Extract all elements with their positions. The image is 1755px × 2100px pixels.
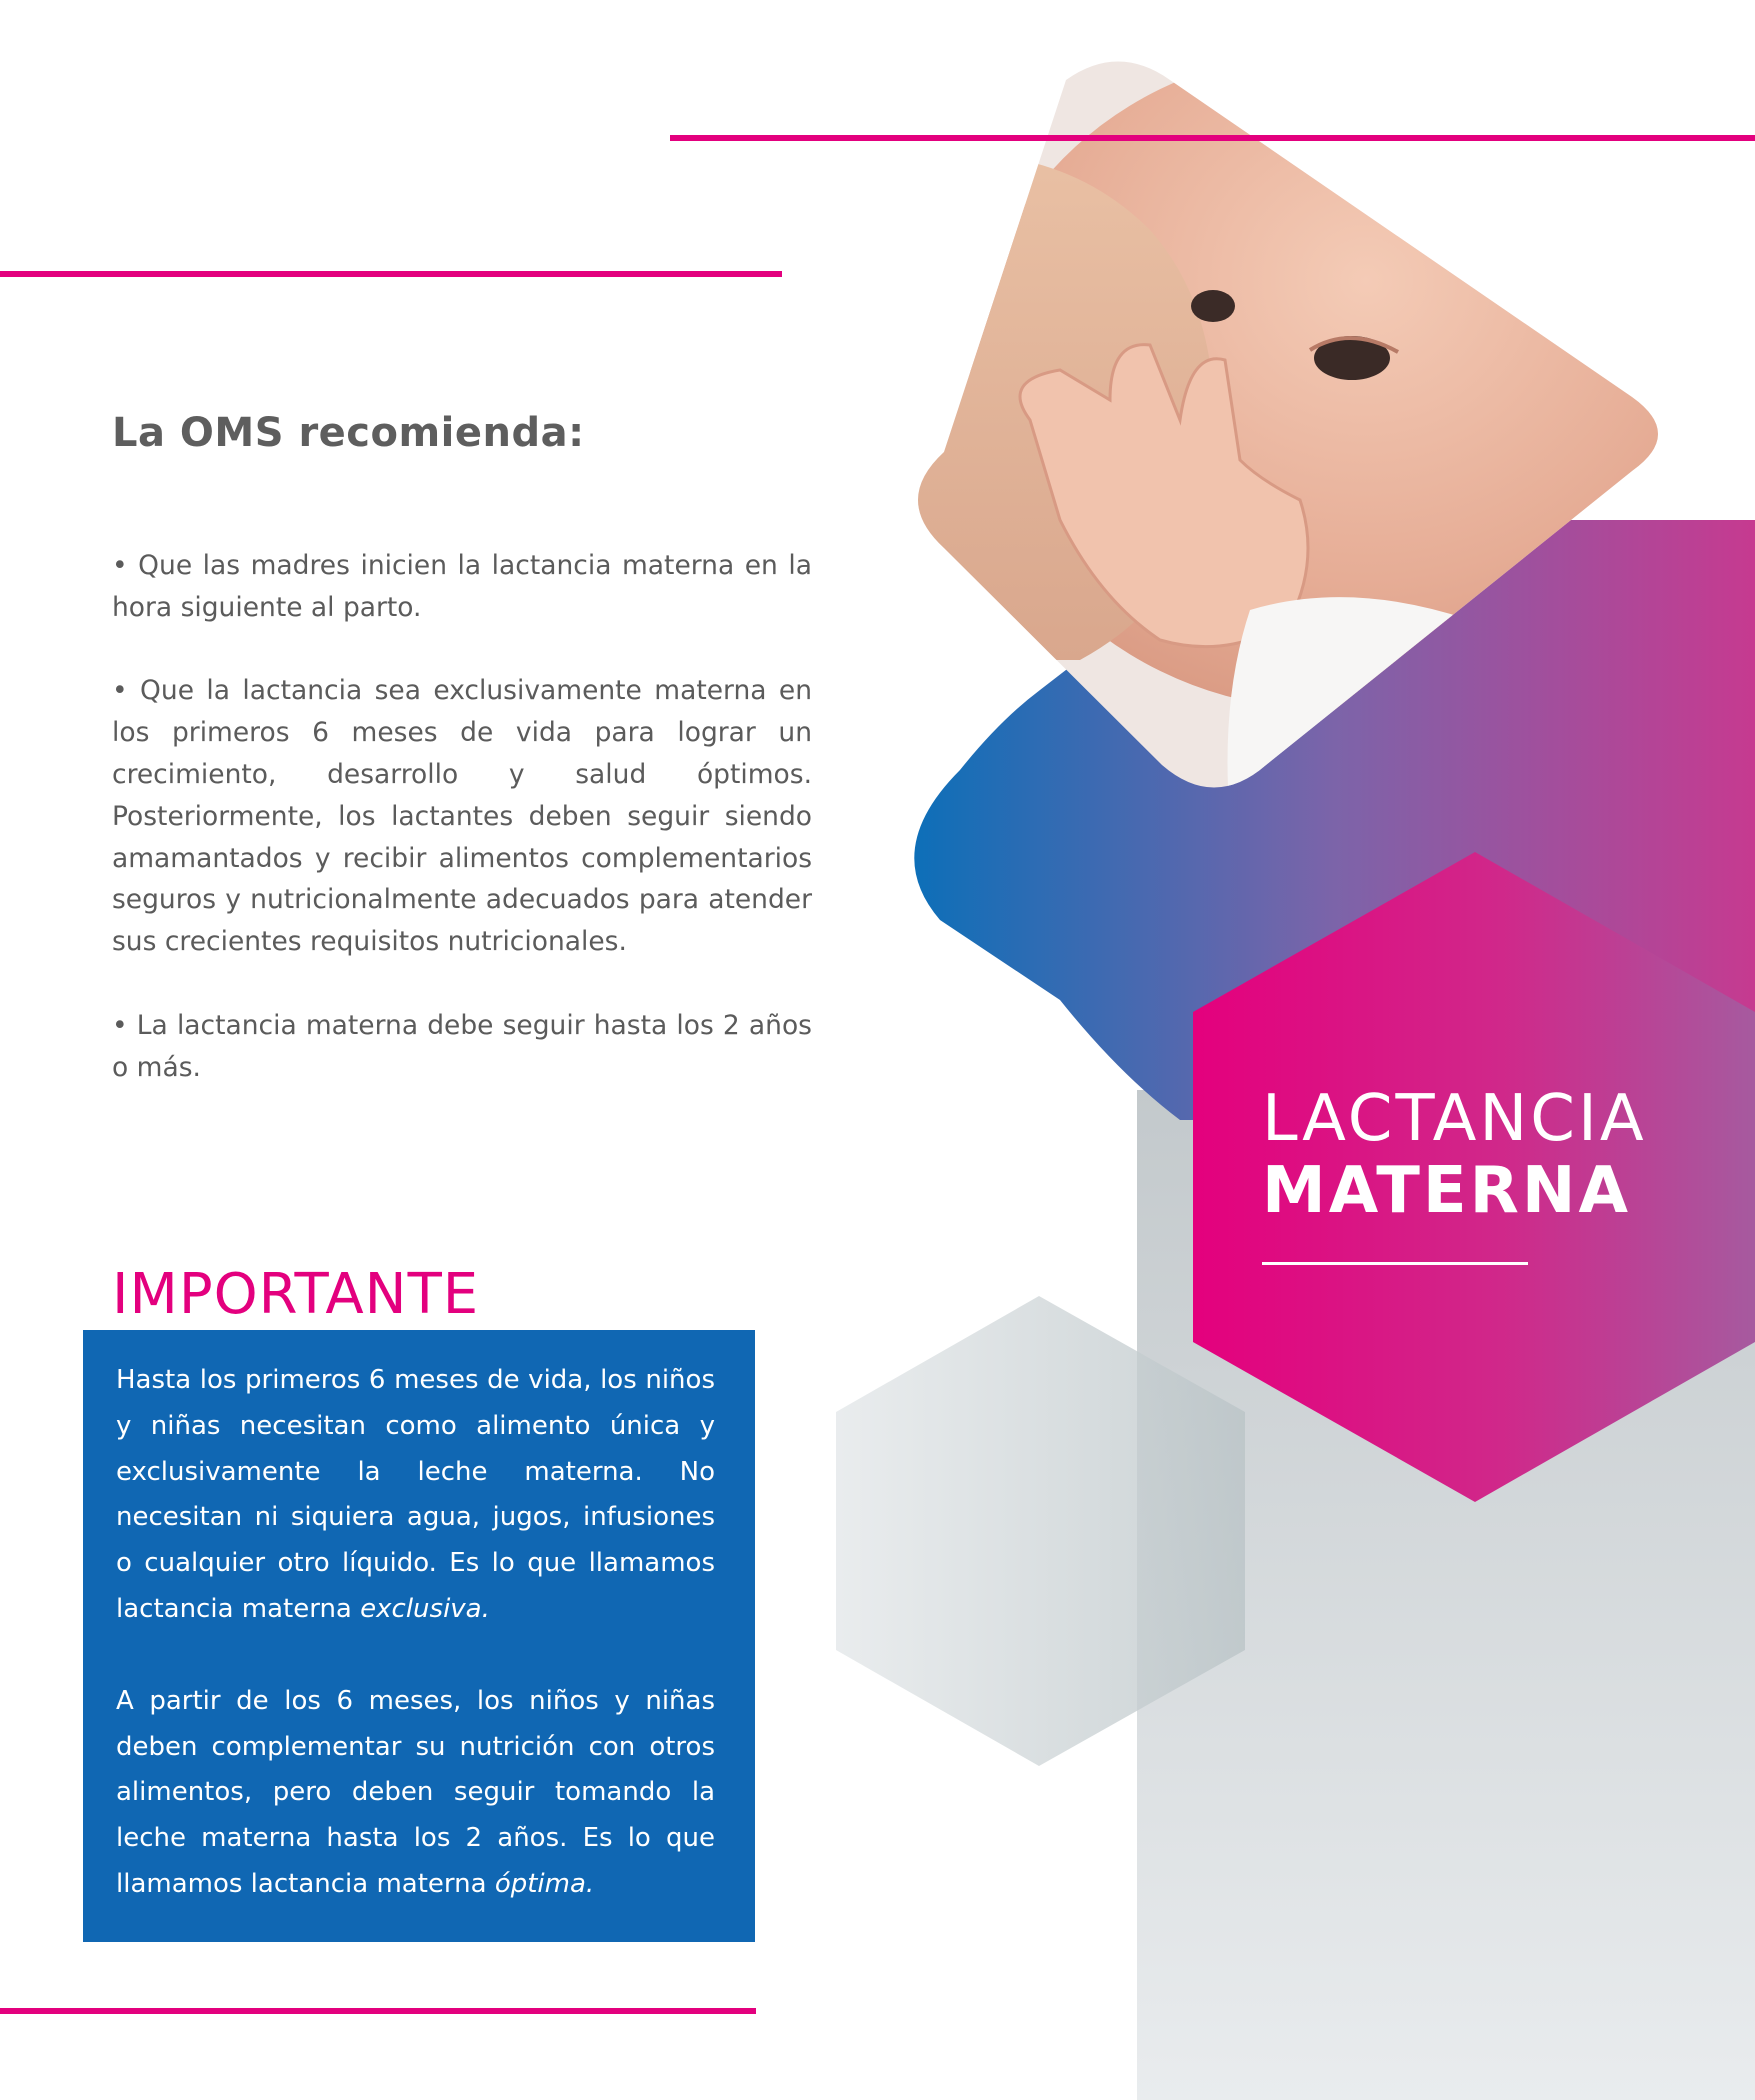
important-paragraph-2-emphasis: óptima. xyxy=(494,1868,595,1899)
important-paragraph-2-text: A partir de los 6 meses, los niños y niñas deben complementar su nutrición con otros alimentos, pero deben seguir tomando la leche materna hasta los 2 años. Es lo que llamamos lactancia materna xyxy=(116,1685,715,1899)
important-paragraph-1 xyxy=(116,1358,715,1633)
hero-title-line2: MATERNA xyxy=(1262,1154,1631,1228)
list-item: • Que las madres inicien la lactancia materna en la hora siguiente al parto. xyxy=(112,550,812,623)
hero-title xyxy=(1262,1082,1647,1228)
important-paragraph-1-emphasis: exclusiva. xyxy=(360,1593,490,1624)
oms-bullet-list xyxy=(112,545,812,1130)
list-item: • La lactancia materna debe seguir hasta los 2 años o más. xyxy=(112,1009,812,1083)
oms-title: La OMS recomienda: xyxy=(112,410,585,456)
hero-title-line1: LACTANCIA xyxy=(1262,1082,1647,1156)
hero-underline xyxy=(1262,1262,1528,1265)
important-paragraph-2 xyxy=(116,1679,715,1908)
list-item: • Que la lactancia sea exclusivamente materna en los primeros 6 meses de vida para lograr un crecimiento, desarrollo y salud óptimos. Posteriormente, los lactantes deben seguir siendo amamantados y recibir alimentos complementarios seguros y nutricionalmente adecuados para atender sus crecientes requisitos nutricionales. xyxy=(112,675,812,958)
important-paragraph-1-text: Hasta los primeros 6 meses de vida, los niños y niñas necesitan como alimento única y exclusivamente la leche materna. No necesitan ni siquiera agua, jugos, infusiones o cualquier otro líquido. Es lo que llamamos lactancia materna xyxy=(116,1365,715,1624)
important-box xyxy=(83,1330,755,1942)
important-title: IMPORTANTE xyxy=(112,1262,480,1327)
